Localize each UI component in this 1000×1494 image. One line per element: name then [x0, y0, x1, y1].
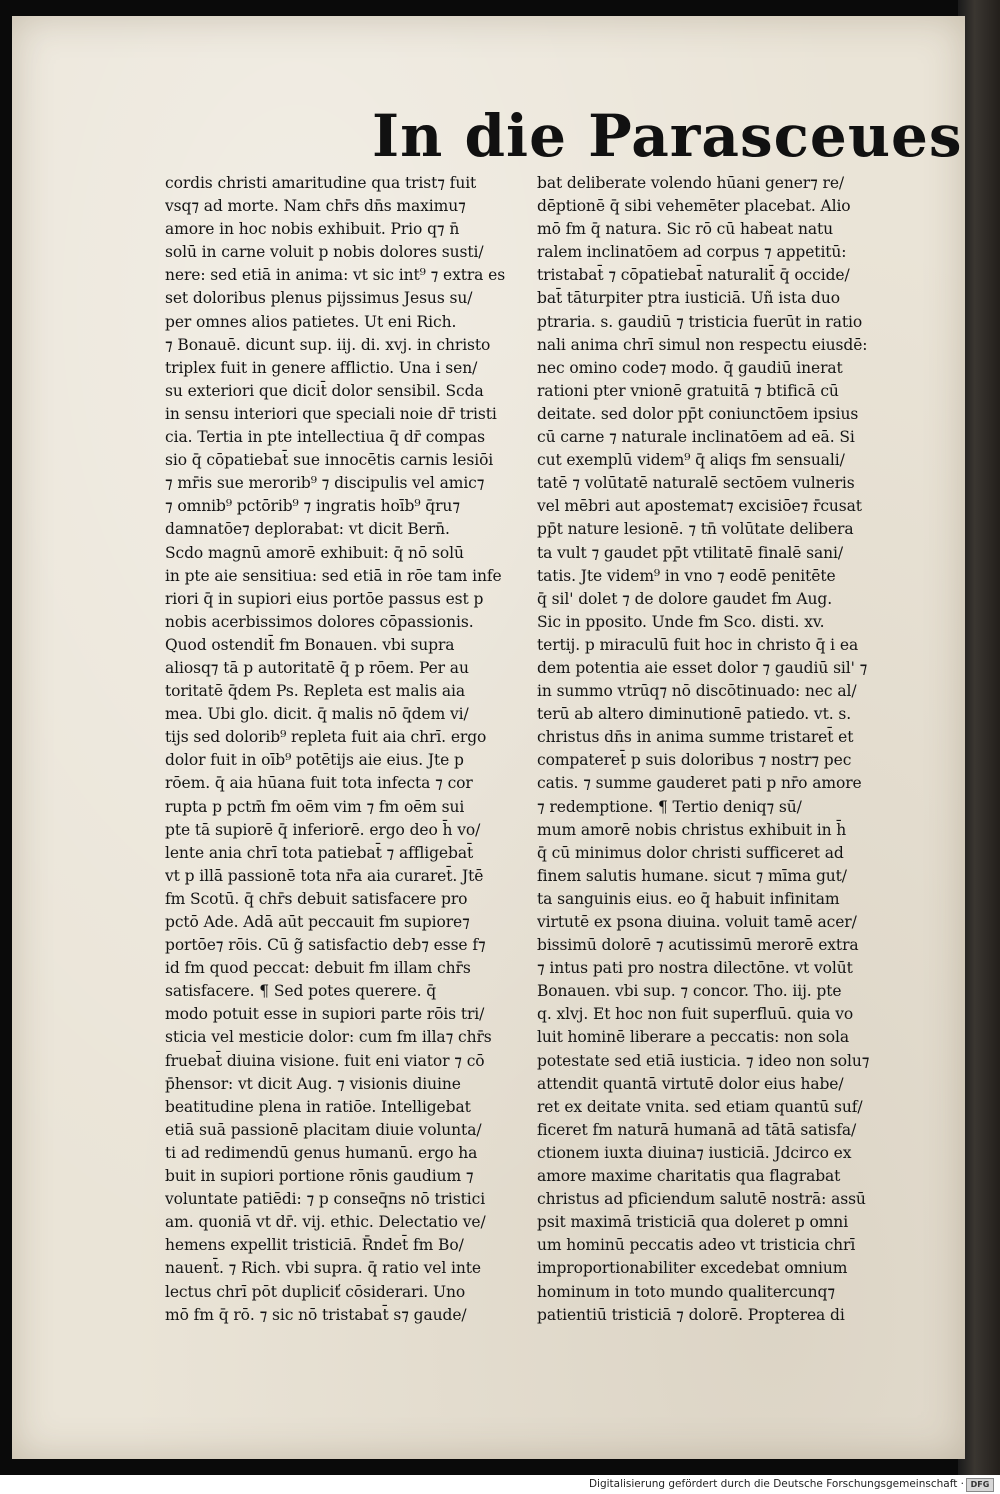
text-line: cut exemplū videm⁹ q̄ aliqs fm sensuali/ [537, 451, 845, 470]
text-line: riori q̄ in supiori eius portōe passus est p [165, 589, 484, 608]
text-line: q̄ cū minimus dolor christi sufficeret ad [537, 843, 844, 862]
text-line: ctionem iuxta diuina⁊ iusticiā. Jdcirco ex [537, 1143, 852, 1162]
text-line: potestate sed etiā iusticia. ⁊ ideo non solu⁊ [537, 1051, 870, 1070]
text-line: modo potuit esse in supiori parte rōis tri/ [165, 1005, 485, 1024]
text-line: beatitudine plena in ratiōe. Intelligebat [165, 1097, 471, 1116]
text-line: vt p illā passionē tota nr̄a aia curaret̄. Jtē [165, 866, 484, 885]
text-line: compateret̄ p suis doloribus ⁊ nostr⁊ pec [537, 751, 852, 770]
text-line: mum amorē nobis christus exhibuit in h̄ [537, 820, 847, 839]
dfg-logo: DFG [966, 1478, 994, 1492]
text-line: ⁊ intus pati pro nostra dilectōne. vt volūt [537, 959, 853, 978]
text-line: fruebat̄ diuina visione. fuit eni viator ⁊ cō [165, 1051, 485, 1070]
text-line: tristabat̄ ⁊ cōpatiebat̄ naturalit̄ q̄ occide/ [537, 266, 850, 285]
text-line: luit hominē liberare a peccatis: non sola [537, 1028, 850, 1047]
text-line: cordis christi amaritudine qua trist⁊ fuit [165, 174, 477, 192]
text-line: bat deliberate volendo hūani gener⁊ re/ [537, 174, 845, 192]
text-line: bissimū dolorē ⁊ acutissimū merorē extra [537, 936, 859, 955]
text-line: portōe⁊ rōis. Cū g̃ satisfactio deb⁊ esse f⁊ [165, 936, 486, 955]
text-line: um hominū peccatis adeo vt tristicia chrī [537, 1236, 856, 1255]
text-line: p̄hensor: vt dicit Aug. ⁊ visionis diuine [165, 1074, 461, 1093]
text-line: sticia vel mesticie dolor: cum fm illa⁊ chr̄s [165, 1028, 492, 1047]
text-line: ralem inclinatōem ad corpus ⁊ appetitū: [537, 243, 847, 262]
text-line: deitate. sed dolor pp̄t coniunctōem ipsius [537, 404, 859, 423]
text-line: improportionabiliter excedebat omnium [537, 1259, 848, 1278]
text-line: Sic in pposito. Unde fm Sco. disti. xv. [537, 612, 825, 631]
text-line: nere: sed etiā in anima: vt sic int⁹ ⁊ extra es [165, 266, 506, 285]
text-line: tertij. p miraculū fuit hoc in christo q̄ i ea [537, 635, 859, 654]
text-line: rōem. q̄ aia hūana fuit tota infecta ⁊ cor [165, 774, 473, 793]
text-line: ta vult ⁊ gaudet pp̄t vtilitatē finalē sani/ [537, 543, 843, 562]
book-page [12, 16, 965, 1459]
text-line: vsq⁊ ad morte. Nam chr̄s dn̄s maximu⁊ [165, 197, 466, 216]
text-line: patientiū tristiciā ⁊ dolorē. Propterea di [537, 1305, 845, 1324]
text-line: rupta p pctm̄ fm oēm vim ⁊ fm oēm sui [165, 797, 465, 816]
text-line: solū in carne voluit p nobis dolores susti/ [165, 243, 484, 262]
text-line: dolor fuit in oīb⁹ potētijs aie eius. Jte p [165, 751, 464, 770]
text-line: dēptionē q̄ sibi vehemēter placebat. Alio [537, 197, 851, 216]
text-line: nauent̄. ⁊ Rich. vbi supra. q̄ ratio vel inte [165, 1259, 481, 1278]
text-line: su exteriori que dicit̄ dolor sensibil. Scda [165, 381, 484, 400]
text-line: aliosq⁊ tā p autoritatē q̄ p rōem. Per au [165, 658, 469, 677]
text-line: nobis acerbissimos dolores cōpassionis. [165, 612, 474, 631]
text-line: sio q̄ cōpatiebat̄ sue innocētis carnis lesiōi [165, 451, 494, 470]
text-line: Quod ostendit̄ fm Bonauen. vbi supra [165, 635, 455, 654]
text-line: finem salutis humane. sicut ⁊ mīma gut/ [537, 866, 847, 885]
text-line: id fm quod peccat: debuit fm illam chr̄s [165, 959, 471, 978]
text-line: lente ania chrī tota patiebat̄ ⁊ affligebat̄ [165, 843, 474, 862]
text-line: terū ab altero diminutionē patiedo. vt. s. [537, 705, 852, 724]
text-line: ta sanguinis eius. eo q̄ habuit infinitam [537, 889, 840, 908]
text-line: rationi pter vnionē gratuitā ⁊ btificā cū [537, 381, 839, 400]
text-line: ⁊ mr̄is sue merorib⁹ ⁊ discipulis vel amic⁊ [165, 474, 485, 493]
text-line: per omnes alios patietes. Ut eni Rich. [165, 312, 457, 331]
text-line: cia. Tertia in pte intellectiua q̄ dr̄ compas [165, 428, 486, 447]
text-line: ⁊ omnib⁹ pctōrib⁹ ⁊ ingratis hoīb⁹ q̄ru⁊ [165, 497, 460, 516]
text-line: am. quoniā vt dr̄. vij. ethic. Delectatio ve/ [165, 1213, 486, 1232]
text-line: fm Scotū. q̄ chr̄s debuit satisfacere pro [165, 889, 468, 908]
text-line: mō fm q̄ natura. Sic rō cū habeat natu [537, 220, 833, 239]
text-line: set doloribus plenus pijssimus Jesus su/ [165, 289, 473, 308]
text-line: amore maxime charitatis qua flagrabat [537, 1167, 841, 1186]
text-line: vel mēbri aut apostemat⁊ excisiōe⁊ r̄cusat [537, 497, 862, 516]
text-line: ti ad redimendū genus humanū. ergo ha [165, 1143, 478, 1162]
text-line: ⁊ Bonauē. dicunt sup. iij. di. xvj. in christo [165, 335, 491, 354]
text-line: Scdo magnū amorē exhibuit: q̄ nō solū [165, 543, 464, 562]
text-line: ⁊ redemptione. ¶ Tertio deniq⁊ sū/ [537, 797, 802, 816]
text-line: damnatōe⁊ deplorabat: vt dicit Bern̄. [165, 520, 450, 539]
text-line: hominum in toto mundo qualitercunq⁊ [537, 1282, 835, 1301]
text-line: ret ex deitate vnita. sed etiam quantū suf/ [537, 1097, 863, 1116]
text-line: in summo vtrūq⁊ nō discōtinuado: nec al/ [537, 682, 857, 701]
text-line: christus ad pficiendum salutē nostrā: assū [537, 1190, 866, 1209]
text-line: amore in hoc nobis exhibuit. Prio q⁊ n̄ [165, 220, 460, 239]
page-heading: In die Parasceues [372, 102, 963, 170]
footer-bar [0, 1475, 1000, 1494]
text-line: voluntate patiēdi: ⁊ p conseq̄ns nō tristici [165, 1190, 486, 1209]
text-line: nali anima chrī simul non respectu eiusdē: [537, 335, 868, 354]
text-line: ptraria. s. gaudiū ⁊ tristicia fuerūt in ratio [537, 312, 863, 331]
text-column-left [165, 172, 541, 1327]
text-line: tijs sed dolorib⁹ repleta fuit aia chrī. ergo [165, 728, 487, 747]
text-line: hemens expellit tristiciā. R̄ndet̄ fm Bo/ [165, 1236, 464, 1255]
text-line: buit in supiori portione rōnis gaudium ⁊ [165, 1167, 474, 1186]
text-line: q. xlvj. Et hoc non fuit superfluū. quia vo [537, 1005, 854, 1024]
text-line: mea. Ubi glo. dicit. q̄ malis nō q̄dem vi/ [165, 705, 469, 724]
text-line: bat̄ tāturpiter ptra iusticiā. Uñ ista duo [537, 289, 840, 308]
text-line: pctō Ade. Adā aūt peccauit fm supiore⁊ [165, 913, 470, 931]
text-line: in pte aie sensitiua: sed etiā in rōe tam infe [165, 566, 502, 585]
text-column-right [537, 172, 913, 1327]
text-line: pte tā supiorē q̄ inferiorē. ergo deo h̄ vo/ [165, 820, 481, 839]
text-line: Bonauen. vbi sup. ⁊ concor. Tho. iij. pte [537, 982, 842, 1001]
text-line: catis. ⁊ summe gauderet pati p nr̄o amore [537, 774, 862, 793]
text-line: mō fm q̄ rō. ⁊ sic nō tristabat̄ s⁊ gaude/ [165, 1305, 467, 1324]
text-line: christus dn̄s in anima summe tristaret̄ et [537, 728, 854, 747]
text-line: pp̄t nature lesionē. ⁊ tn̄ volūtate delibera [537, 520, 854, 539]
text-line: tatis. Jte videm⁹ in vno ⁊ eodē penitēte [537, 566, 836, 585]
text-line: cū carne ⁊ naturale inclinatōem ad eā. Si [537, 428, 855, 447]
text-line: tatē ⁊ volūtatē naturalē sectōem vulneris [537, 474, 855, 493]
text-line: attendit quantā virtutē dolor eius habe/ [537, 1074, 844, 1093]
text-line: triplex fuit in genere afflictio. Una i sen/ [165, 358, 478, 377]
text-line: q̄ sil' dolet ⁊ de dolore gaudet fm Aug. [537, 589, 833, 608]
text-line: nec omino code⁊ modo. q̄ gaudiū inerat [537, 358, 843, 377]
text-line: virtutē ex psona diuina. voluit tamē acer/ [537, 913, 857, 931]
text-line: ficeret fm naturā humanā ad tātā satisfa/ [537, 1120, 857, 1139]
text-line: toritatē q̄dem Ps. Repleta est malis aia [165, 682, 466, 701]
text-line: dem potentia aie esset dolor ⁊ gaudiū sil' ⁊ [537, 658, 868, 677]
text-line: satisfacere. ¶ Sed potes querere. q̄ [165, 982, 437, 1001]
text-line: in sensu interiori que speciali noie dr̄ tristi [165, 404, 497, 423]
footer-credit: Digitalisierung gefördert durch die Deutsche Forschungsgemeinschaft · [588, 1478, 964, 1490]
text-line: lectus chrī pōt dupliciť cōsiderari. Uno [165, 1282, 466, 1301]
text-line: psit maximā tristiciā qua doleret p omni [537, 1213, 849, 1232]
text-line: etiā suā passionē placitam diuie volunta/ [165, 1120, 482, 1139]
